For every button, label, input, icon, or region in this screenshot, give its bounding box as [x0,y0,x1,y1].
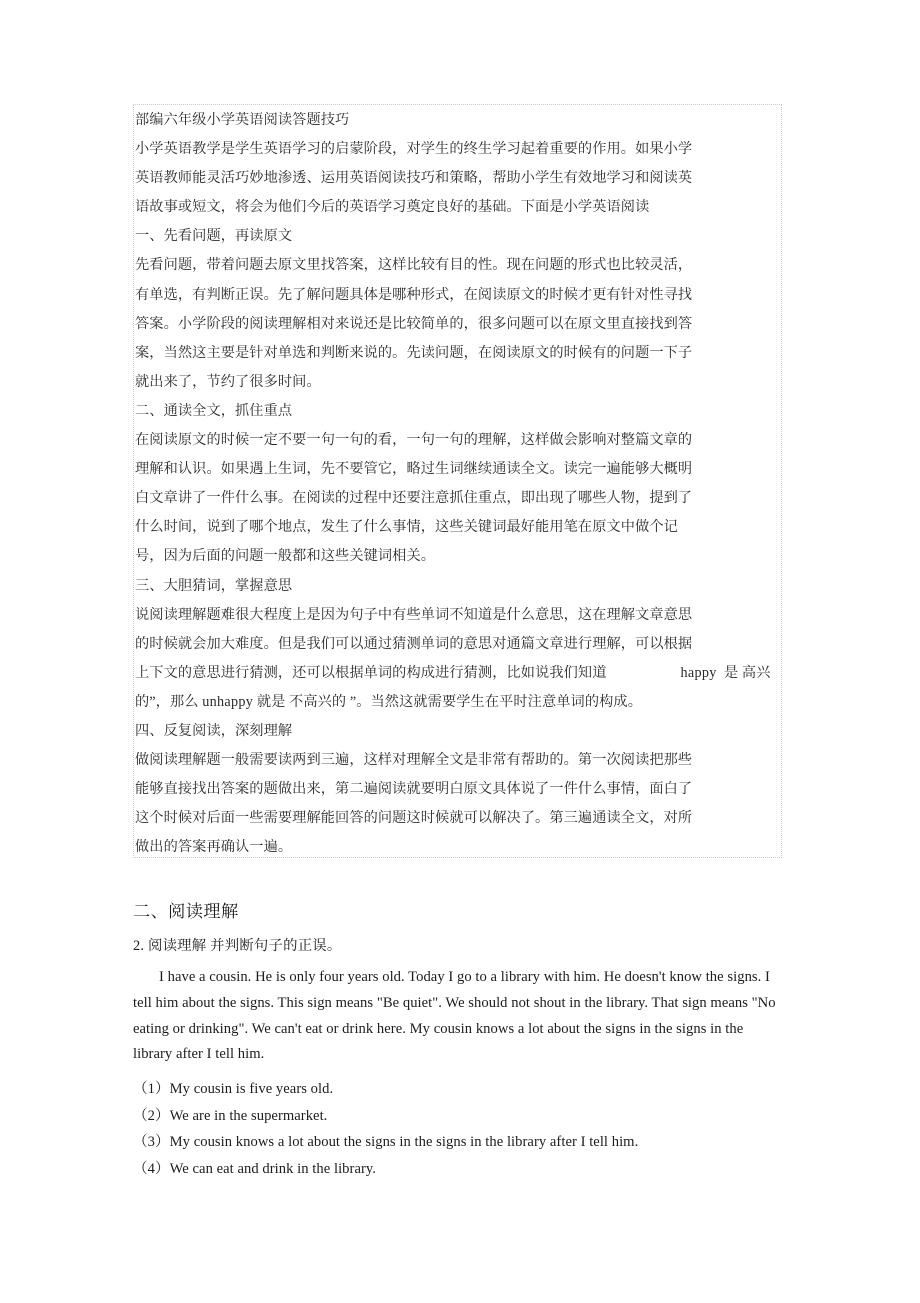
article-text-box [133,104,782,858]
article-line: 在阅读原文的时候一定不要一句一句的看，一句一句的理解，这样做会影响对整篇文章的 [135,432,693,449]
article-line: 就出来了，节约了很多时间。 [135,373,321,390]
unhappy-line-prefix: 的”，那么 [135,693,203,710]
article-line: 能够直接找出答案的题做出来，第二遍阅读就要明白原文具体说了一件什么事情，面白了 [135,781,693,798]
article-subheading-2: 二、通读全文，抓住重点 [135,402,293,419]
article-title: 部编六年级小学英语阅读答题技巧 [135,112,350,128]
article-line-happy [135,659,779,688]
true-false-statement-list [133,1076,793,1182]
section-heading: 二、阅读理解 [133,902,239,921]
article-line: 的时候就会加大难度。但是我们可以通过猜测单词的意思对通篇文章进行理解，可以根据 [135,635,693,652]
article-line: 理解和认识。如果遇上生词，先不要管它，略过生词继续通读全文。读完一遍能够大概明 [135,461,693,478]
article-line: 答案。小学阶段的阅读理解相对来说还是比较简单的，很多问题可以在原文里直接找到答 [135,315,693,332]
happy-word: happy [680,664,717,681]
article-line: 有单选，有判断正误。先了解问题具体是哪种形式，在阅读原文的时候才更有针对性寻找 [135,286,693,303]
article-line: 案，当然这主要是针对单选和判断来说的。先读问题，在阅读原文的时候有的问题一下子 [135,344,693,361]
list-item: （3）My cousin knows a lot about the signs in the signs in the library after I tell him. [133,1134,639,1151]
happy-line-after: 是 高兴 [723,664,771,681]
article-line: 先看问题，带着问题去原文里找答案，这样比较有目的性。现在问题的形式也比较灵活， [135,257,693,274]
article-line: 做阅读理解题一般需要读两到三遍，这样对理解全文是非常有帮助的。第一次阅读把那些 [135,752,693,769]
article-line: 小学英语教学是学生英语学习的启蒙阶段，对学生的终生学习起着重要的作用。如果小学 [135,141,693,158]
list-item: （4）We can eat and drink in the library. [133,1160,376,1177]
question-stem: 2. 阅读理解 并判断句子的正误。 [133,938,342,954]
passage-text: I have a cousin. He is only four years old. Today I go to a library with him. He doesn't know the signs. I tell him about the signs. This sign means "Be quiet". We should not shout in the library. That sign means "No eating or drinking". We can't eat or drink here. My cousin knows a lot about the signs in the signs in the library after I tell him. [133,969,776,1063]
unhappy-line-suffix: 就是 不高兴的 ”。当然这就需要学生在平时注意单词的构成。 [253,693,642,710]
reading-passage [133,965,781,1068]
article-line: 语故事或短文，将会为他们今后的英语学习奠定良好的基础。下面是小学英语阅读 [135,199,650,216]
list-item: （2）We are in the supermarket. [133,1107,328,1124]
article-line: 英语教师能灵活巧妙地渗透、运用英语阅读技巧和策略，帮助小学生有效地学习和阅读英 [135,170,693,187]
article-line: 什么时间，说到了哪个地点，发生了什么事情，这些关键词最好能用笔在原文中做个记 [135,519,678,536]
reading-comprehension-section [133,898,793,1183]
article-subheading-1: 一、先看问题，再读原文 [135,228,293,245]
article-subheading-4: 四、反复阅读，深刻理解 [135,722,293,739]
article-content [134,105,781,862]
article-line: 这个时候对后面一些需要理解能回答的问题这时候就可以解决了。第三遍通读全文，对所 [135,810,693,827]
article-line: 白文章讲了一件什么事。在阅读的过程中还要注意抓住重点，即出现了哪些人物，提到了 [135,490,693,507]
article-line: 说阅读理解题难很大程度上是因为句子中有些单词不知道是什么意思，这在理解文章意思 [135,606,693,623]
article-line-unhappy [135,688,779,717]
article-line: 号，因为后面的问题一般都和这些关键词相关。 [135,548,436,565]
article-subheading-3: 三、大胆猜词，掌握意思 [135,577,293,594]
happy-line-before: 上下文的意思进行猜测，还可以根据单词的构成进行猜测，比如说我们知道 [135,664,607,681]
list-item: （1）My cousin is five years old. [133,1081,334,1098]
article-line: 做出的答案再确认一遍。 [135,839,293,856]
unhappy-word: unhappy [202,693,254,710]
